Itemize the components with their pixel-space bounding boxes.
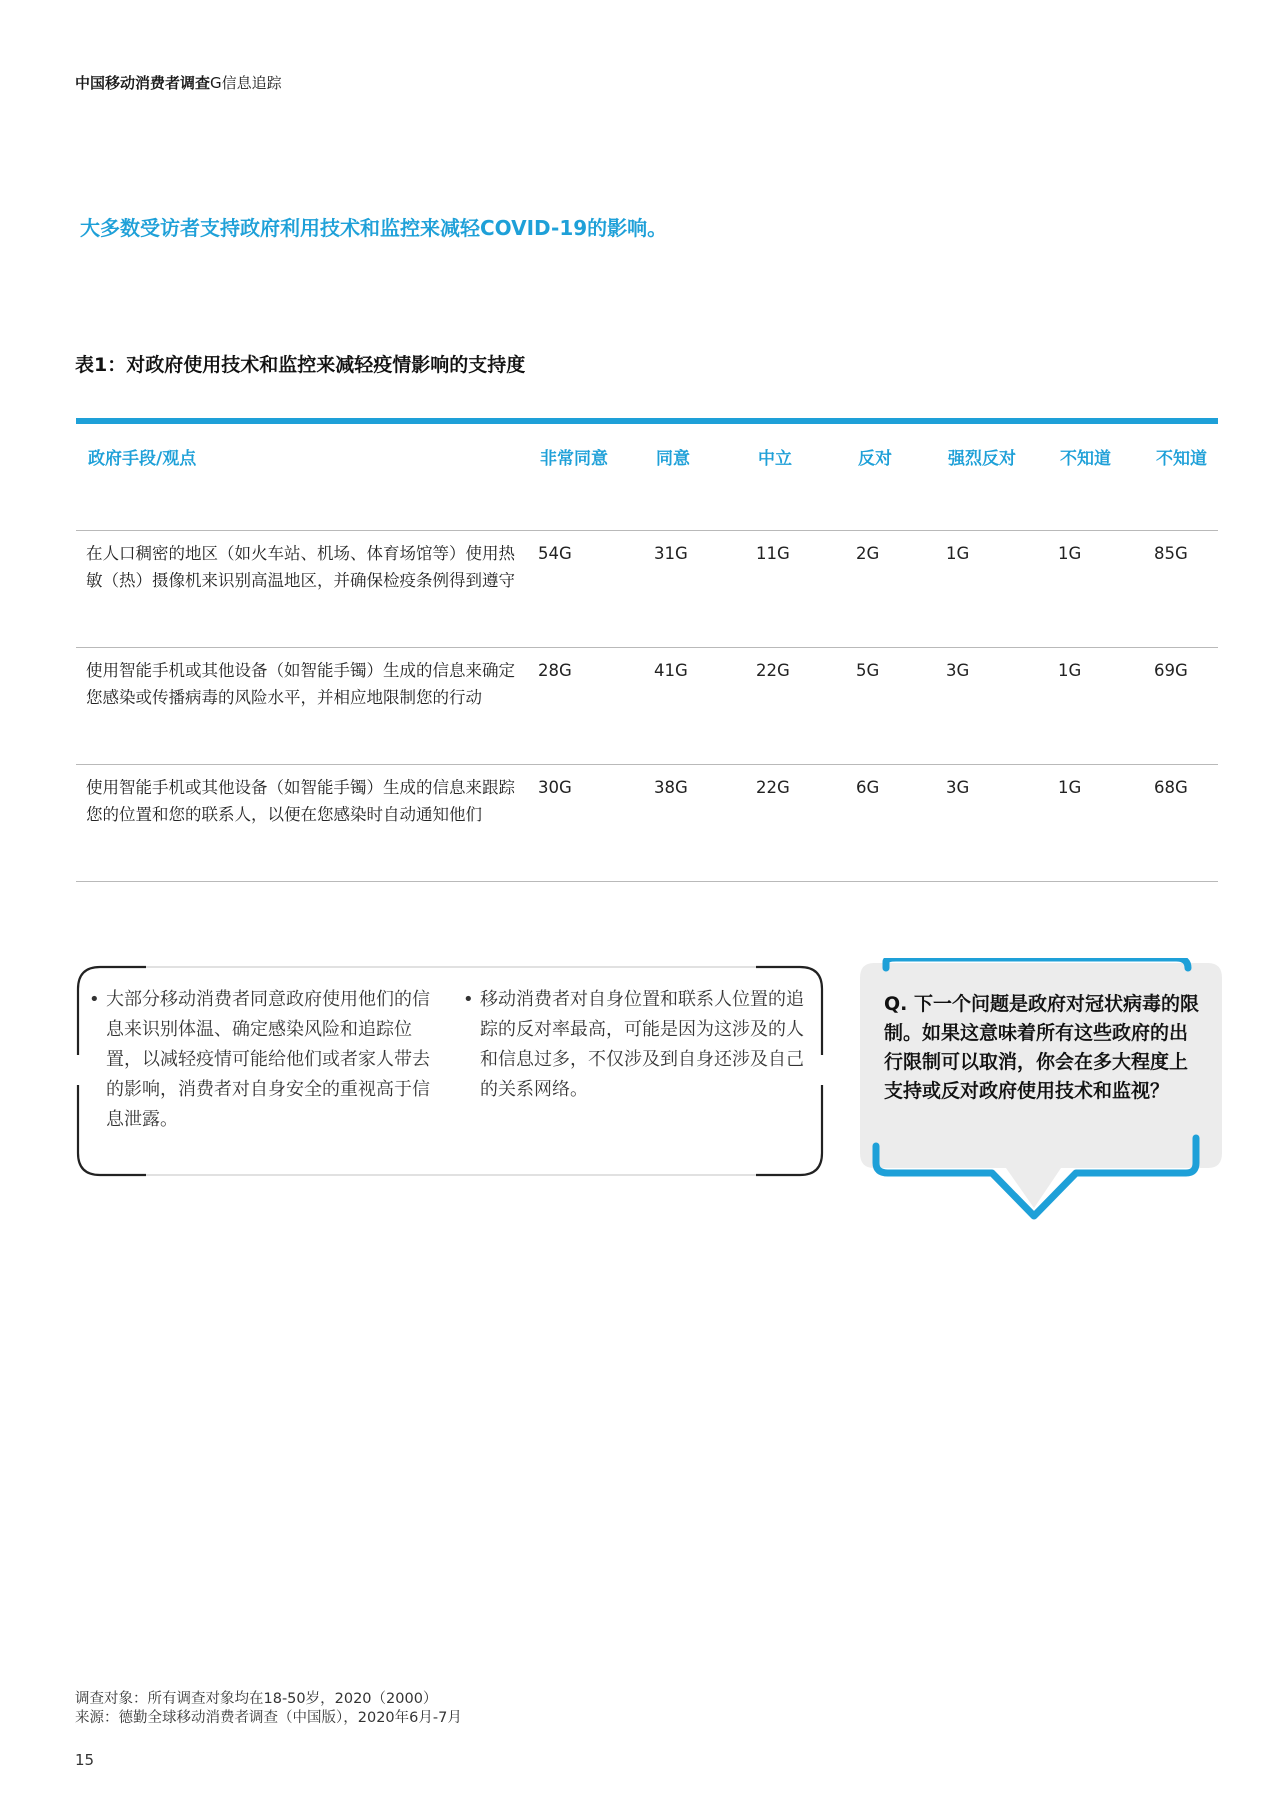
- table-top-rule: [76, 418, 1218, 424]
- col-header-strongly-oppose: 强烈反对: [948, 449, 1016, 469]
- row-value: 68G: [1154, 778, 1188, 797]
- running-header: [75, 72, 282, 93]
- row-value: 1G: [946, 544, 970, 563]
- row-value: 5G: [856, 661, 880, 680]
- table-row: [76, 764, 1218, 881]
- row-value: 1G: [1058, 778, 1082, 797]
- headline: 大多数受访者支持政府利用技术和监控来减轻COVID-19的影响。: [80, 216, 668, 240]
- col-header-neutral: 中立: [758, 449, 792, 469]
- row-value: 1G: [1058, 661, 1082, 680]
- col-header-strongly-agree: 非常同意: [540, 449, 608, 469]
- row-value: 69G: [1154, 661, 1188, 680]
- row-measure: 使用智能手机或其他设备（如智能手镯）生成的信息来确定您感染或传播病毒的风险水平，并相应地限制您的行动: [86, 661, 515, 707]
- row-value: 41G: [654, 661, 688, 680]
- row-value: 28G: [538, 661, 572, 680]
- row-value: 22G: [756, 661, 790, 680]
- question-text: Q. 下一个问题是政府对冠状病毒的限制。如果这意味着所有这些政府的出行限制可以取消，你会在多大程度上支持或反对政府使用技术和监视？: [884, 993, 1199, 1102]
- note-text: 大部分移动消费者同意政府使用他们的信息来识别体温、确定感染风险和追踪位置，以减轻疫情可能给他们或者家人带去的影响，消费者对自身安全的重视高于信息泄露。: [106, 989, 430, 1130]
- footnote-respondents: 调查对象：所有调查对象均在18-50岁，2020（2000）: [75, 1691, 438, 1707]
- header-title: 中国移动消费者调查: [75, 74, 211, 92]
- question-bubble: [856, 958, 1226, 1228]
- table-row: [76, 647, 1218, 764]
- row-value: 3G: [946, 778, 970, 797]
- row-value: 31G: [654, 544, 688, 563]
- row-value: 1G: [1058, 544, 1082, 563]
- row-value: 54G: [538, 544, 572, 563]
- row-value: 22G: [756, 778, 790, 797]
- note-item: [463, 985, 805, 1105]
- col-header-agree: 同意: [656, 449, 690, 469]
- col-header-dont-know-1: 不知道: [1060, 449, 1111, 469]
- notes-box: [76, 965, 824, 1177]
- row-value: 3G: [946, 661, 970, 680]
- header-subtitle: G信息追踪: [210, 74, 282, 92]
- bullet-icon: •: [89, 989, 100, 1010]
- row-value: 38G: [654, 778, 688, 797]
- row-measure: 在人口稠密的地区（如火车站、机场、体育场馆等）使用热敏（热）摄像机来识别高温地区，并确保检疫条例得到遵守: [86, 544, 515, 590]
- row-value: 85G: [1154, 544, 1188, 563]
- table-row: [76, 530, 1218, 647]
- row-value: 2G: [856, 544, 880, 563]
- row-measure: 使用智能手机或其他设备（如智能手镯）生成的信息来跟踪您的位置和您的联系人，以便在您感染时自动通知他们: [86, 778, 515, 824]
- note-item: [89, 985, 431, 1135]
- col-header-measure: 政府手段/观点: [88, 449, 197, 469]
- col-header-oppose: 反对: [858, 449, 892, 469]
- row-value: 6G: [856, 778, 880, 797]
- table-title: 表1：对政府使用技术和监控来减轻疫情影响的支持度: [75, 354, 526, 376]
- row-value: 11G: [756, 544, 790, 563]
- page-number: 15: [75, 1751, 95, 1769]
- note-text: 移动消费者对自身位置和联系人位置的追踪的反对率最高，可能是因为这涉及的人和信息过多，不仅涉及到自身还涉及自己的关系网络。: [480, 989, 804, 1100]
- row-divider: [76, 881, 1218, 882]
- footnote-source: 来源：德勤全球移动消费者调查（中国版），2020年6月-7月: [75, 1710, 462, 1726]
- row-value: 30G: [538, 778, 572, 797]
- col-header-dont-know-2: 不知道: [1156, 449, 1207, 469]
- bullet-icon: •: [463, 989, 474, 1010]
